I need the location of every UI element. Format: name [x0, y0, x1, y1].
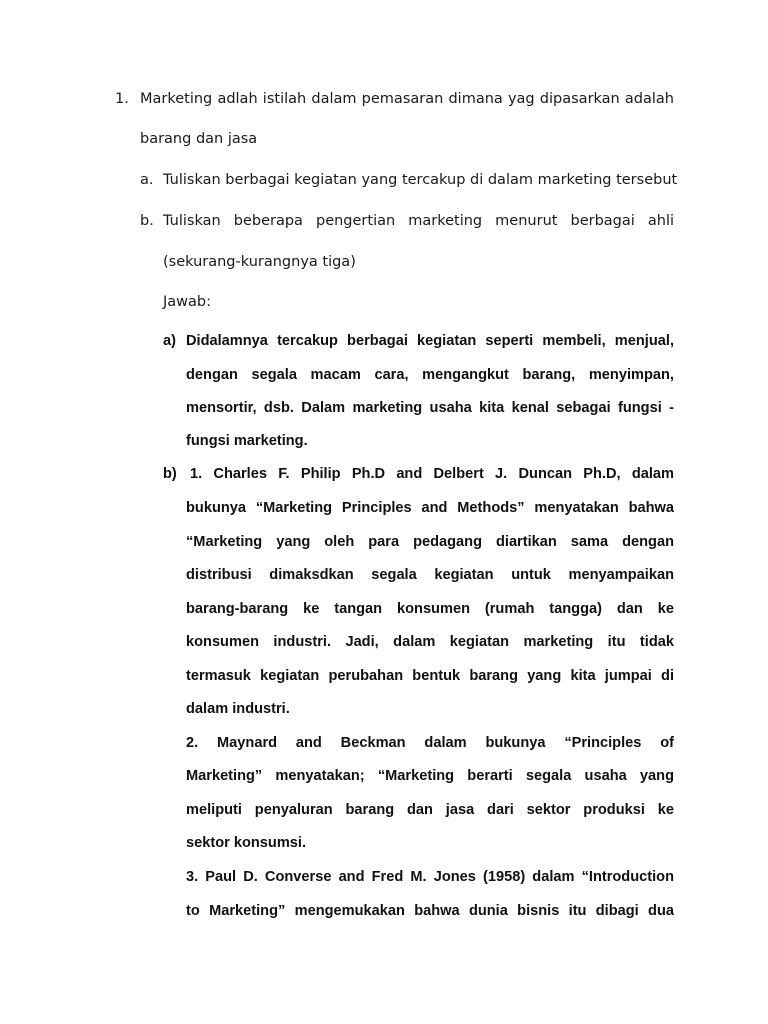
question-text-line-1: Marketing adlah istilah dalam pemasaran dimana yag dipasarkan adalah	[140, 91, 674, 107]
answer-b-line-12: sektor konsumsi.	[186, 835, 307, 851]
item-b-label: b.	[140, 213, 154, 229]
answer-b-line-3: “Marketing yang oleh para pedagang diartikan sama dengan	[186, 534, 674, 550]
answer-heading: Jawab:	[163, 294, 211, 310]
answer-a-line-4: fungsi marketing.	[186, 433, 308, 449]
answer-b-line-13: 3. Paul D. Converse and Fred M. Jones (1958) dalam “Introduction	[186, 869, 674, 885]
item-b-text-line-1: Tuliskan beberapa pengertian marketing menurut berbagai ahli	[163, 213, 674, 229]
answer-b-label: b)	[163, 466, 177, 482]
answer-b-line-5: barang-barang ke tangan konsumen (rumah tangga) dan ke	[186, 601, 674, 617]
item-b-text-line-2: (sekurang-kurangnya tiga)	[163, 254, 356, 270]
answer-b-line-6: konsumen industri. Jadi, dalam kegiatan marketing itu tidak	[186, 634, 674, 650]
question-text-line-2: barang dan jasa	[140, 131, 258, 147]
answer-b-line-8: dalam industri.	[186, 701, 290, 717]
answer-a-line-2: dengan segala macam cara, mengangkut barang, menyimpan,	[186, 367, 674, 383]
answer-b-line-7: termasuk kegiatan perubahan bentuk barang yang kita jumpai di	[186, 668, 674, 684]
answer-a-line-1: Didalamnya tercakup berbagai kegiatan seperti membeli, menjual,	[186, 333, 674, 349]
answer-a-line-3: mensortir, dsb. Dalam marketing usaha kita kenal sebagai fungsi -	[186, 400, 674, 416]
item-a-label: a.	[140, 172, 154, 188]
answer-b-line-14: to Marketing” mengemukakan bahwa dunia bisnis itu dibagi dua	[186, 903, 674, 919]
answer-b-line-9: 2. Maynard and Beckman dalam bukunya “Principles of	[186, 735, 674, 751]
answer-b-line-11: meliputi penyaluran barang dan jasa dari sektor produksi ke	[186, 802, 674, 818]
answer-b-line-2: bukunya “Marketing Principles and Methods” menyatakan bahwa	[186, 500, 674, 516]
answer-b-line-4: distribusi dimaksdkan segala kegiatan untuk menyampaikan	[186, 567, 674, 583]
answer-b-line-1: 1. Charles F. Philip Ph.D and Delbert J. Duncan Ph.D, dalam	[190, 466, 674, 482]
item-a-text: Tuliskan berbagai kegiatan yang tercakup di dalam marketing tersebut	[163, 172, 678, 188]
question-number: 1.	[115, 91, 129, 107]
answer-b-line-10: Marketing” menyatakan; “Marketing berarti segala usaha yang	[186, 768, 674, 784]
answer-a-label: a)	[163, 333, 176, 349]
